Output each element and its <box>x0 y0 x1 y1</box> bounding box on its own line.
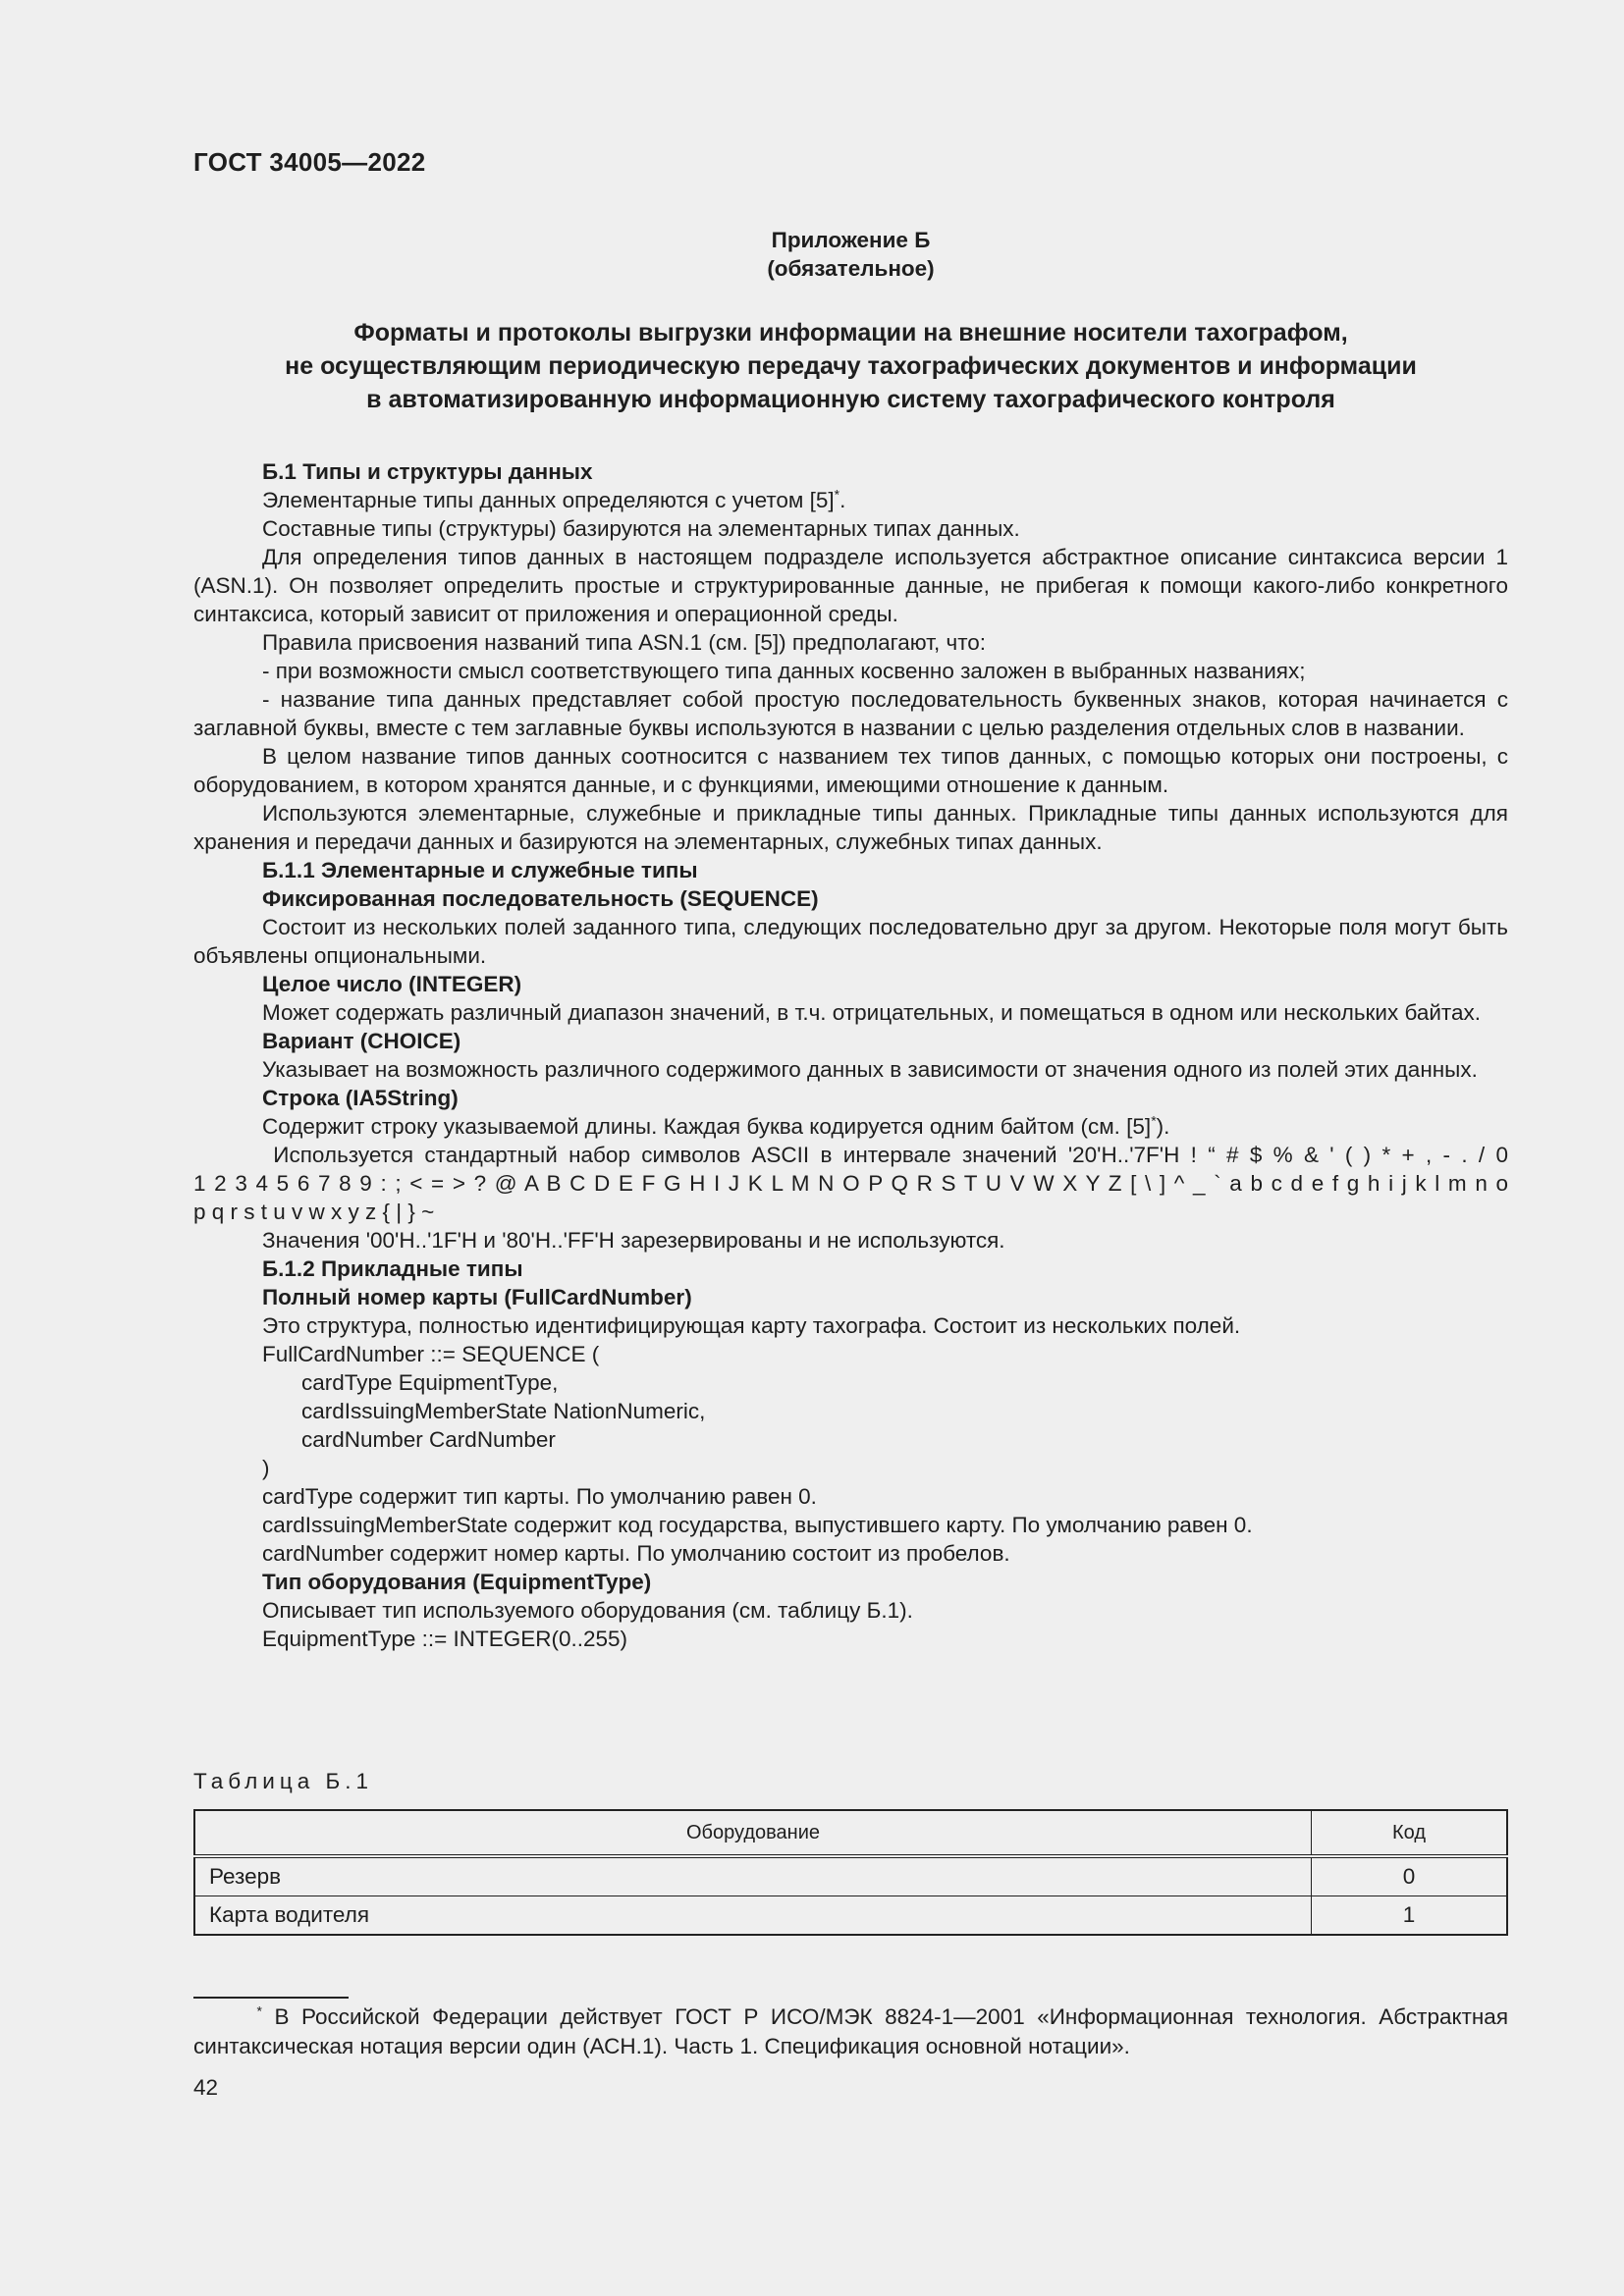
section-heading-b12: Б.1.2 Прикладные типы <box>262 1256 523 1281</box>
subheading-equipmenttype: Тип оборудования (EquipmentType) <box>262 1570 652 1594</box>
subheading-choice: Вариант (CHOICE) <box>262 1029 461 1053</box>
table-caption: Таблица Б.1 <box>193 1769 374 1793</box>
paragraph: Составные типы (структуры) базируются на элементарных типах данных. <box>262 516 1020 541</box>
code-line: cardType EquipmentType, <box>301 1370 559 1395</box>
title-line: Форматы и протоколы выгрузки информации на внешние носители тахографом, <box>353 319 1348 347</box>
paragraph: В целом название типов данных соотносится с названием тех типов данных, с помощью которых они построены, с оборудованием, в котором хранятся данные, и с функциями, имеющими отношение к данным. <box>193 744 1508 797</box>
section-heading-b1: Б.1 Типы и структуры данных <box>262 459 593 484</box>
annex-heading <box>193 226 1508 283</box>
table-header: Оборудование <box>194 1810 1312 1856</box>
table-cell: 0 <box>1312 1856 1508 1896</box>
table-cell: Карта водителя <box>194 1896 1312 1936</box>
footnote <box>193 2002 1508 2061</box>
footnote-separator <box>193 1997 349 1999</box>
annex-title: Приложение Б <box>771 228 931 252</box>
annex-status: (обязательное) <box>767 256 935 281</box>
footnote-ref: * <box>834 486 840 503</box>
list-item: - при возможности смысл соответствующего типа данных косвенно заложен в выбранных названиях; <box>262 659 1306 683</box>
paragraph: Описывает тип используемого оборудования (см. таблицу Б.1). <box>262 1598 913 1623</box>
footnote-mark: * <box>256 2002 262 2019</box>
subheading-integer: Целое число (INTEGER) <box>262 972 522 996</box>
paragraph: Содержит строку указываемой длины. Каждая буква кодируется одним байтом (см. [5]*). <box>262 1112 1170 1139</box>
body-text <box>193 457 1508 1653</box>
table-row <box>194 1896 1507 1936</box>
code-line: EquipmentType ::= INTEGER(0..255) <box>262 1627 628 1651</box>
table-row <box>194 1856 1507 1896</box>
paragraph: Правила присвоения названий типа ASN.1 (см. [5]) предполагают, что: <box>262 630 987 655</box>
table-header: Код <box>1312 1810 1508 1856</box>
footnote-text: В Российской Федерации действует ГОСТ Р ИСО/МЭК 8824-1—2001 «Информационная технология. Абстрактная синтаксическая нотация версии один (АСН.1). Часть 1. Спецификация основной нотации». <box>193 2004 1508 2058</box>
table-cell: Резерв <box>194 1856 1312 1896</box>
ascii-line: Используется стандартный набор символов ASCII в интервале значений '20'H..'7F'H ! “ # $ % & ' ( ) * + , - . / 0 <box>262 1143 1508 1167</box>
subheading-sequence: Фиксированная последовательность (SEQUENCE) <box>262 886 819 911</box>
table-header-row <box>194 1810 1507 1856</box>
page-number: 42 <box>193 2075 219 2100</box>
paragraph: Это структура, полностью идентифицирующая карту тахографа. Состоит из нескольких полей. <box>262 1313 1241 1338</box>
title-line: в автоматизированную информационную систему тахографического контроля <box>366 386 1335 413</box>
paragraph: Используются элементарные, служебные и прикладные типы данных. Прикладные типы данных используются для хранения и передачи данных и базируются на элементарных, служебных типах данных. <box>193 801 1508 854</box>
paragraph: Для определения типов данных в настоящем подразделе используется абстрактное описание синтаксиса версии 1 (ASN.1). Он позволяет определить простые и структурированные данные, не прибегая к помощи какого-либо конкретного синтаксиса, который зависит от приложения и операционной среды. <box>193 545 1508 626</box>
code-line: FullCardNumber ::= SEQUENCE ( <box>262 1342 600 1366</box>
section-heading-b11: Б.1.1 Элементарные и служебные типы <box>262 858 698 882</box>
footnote-ref: * <box>1151 1112 1157 1129</box>
paragraph: Указывает на возможность различного содержимого данных в зависимости от значения одного из полей этих данных. <box>262 1057 1478 1082</box>
code-line: cardNumber CardNumber <box>301 1427 556 1452</box>
paragraph: cardIssuingMemberState содержит код государства, выпустившего карту. По умолчанию равен 0. <box>262 1513 1253 1537</box>
ascii-line: 1 2 3 4 5 6 7 8 9 : ; < = > ? @ A B C D E F G H I J K L M N O P Q R S T U V W X Y Z [ \ ] ^ _ ` a b c d e f g h i j k l m n o <box>193 1171 1508 1196</box>
paragraph: Может содержать различный диапазон значений, в т.ч. отрицательных, и помещаться в одном или нескольких байтах. <box>262 1000 1481 1025</box>
paragraph: cardType содержит тип карты. По умолчанию равен 0. <box>262 1484 817 1509</box>
subheading-fullcardnumber: Полный номер карты (FullCardNumber) <box>262 1285 692 1309</box>
code-line: ) <box>262 1456 270 1480</box>
title-line: не осуществляющим периодическую передачу тахографических документов и информации <box>285 352 1417 380</box>
annex-main-title <box>193 316 1508 416</box>
document-id: ГОСТ 34005—2022 <box>193 147 426 177</box>
list-item: - название типа данных представляет собой простую последовательность буквенных знаков, которая начинается с заглавной буквы, вместе с тем заглавные буквы используются в названии с целью разделения отдельных слов в названии. <box>193 687 1508 740</box>
paragraph: Элементарные типы данных определяются с учетом [5]*. <box>262 486 846 512</box>
paragraph: Значения '00'H..'1F'H и '80'H..'FF'H зарезервированы и не используются. <box>262 1228 1005 1253</box>
code-line: cardIssuingMemberState NationNumeric, <box>301 1399 706 1423</box>
subheading-string: Строка (IA5String) <box>262 1086 459 1110</box>
paragraph: Состоит из нескольких полей заданного типа, следующих последовательно друг за другом. Некоторые поля могут быть объявлены опциональными. <box>193 915 1508 968</box>
paragraph: cardNumber содержит номер карты. По умолчанию состоит из пробелов. <box>262 1541 1010 1566</box>
table-cell: 1 <box>1312 1896 1508 1936</box>
equipment-table <box>193 1809 1508 1936</box>
ascii-line: p q r s t u v w x y z { | } ~ <box>193 1200 435 1224</box>
